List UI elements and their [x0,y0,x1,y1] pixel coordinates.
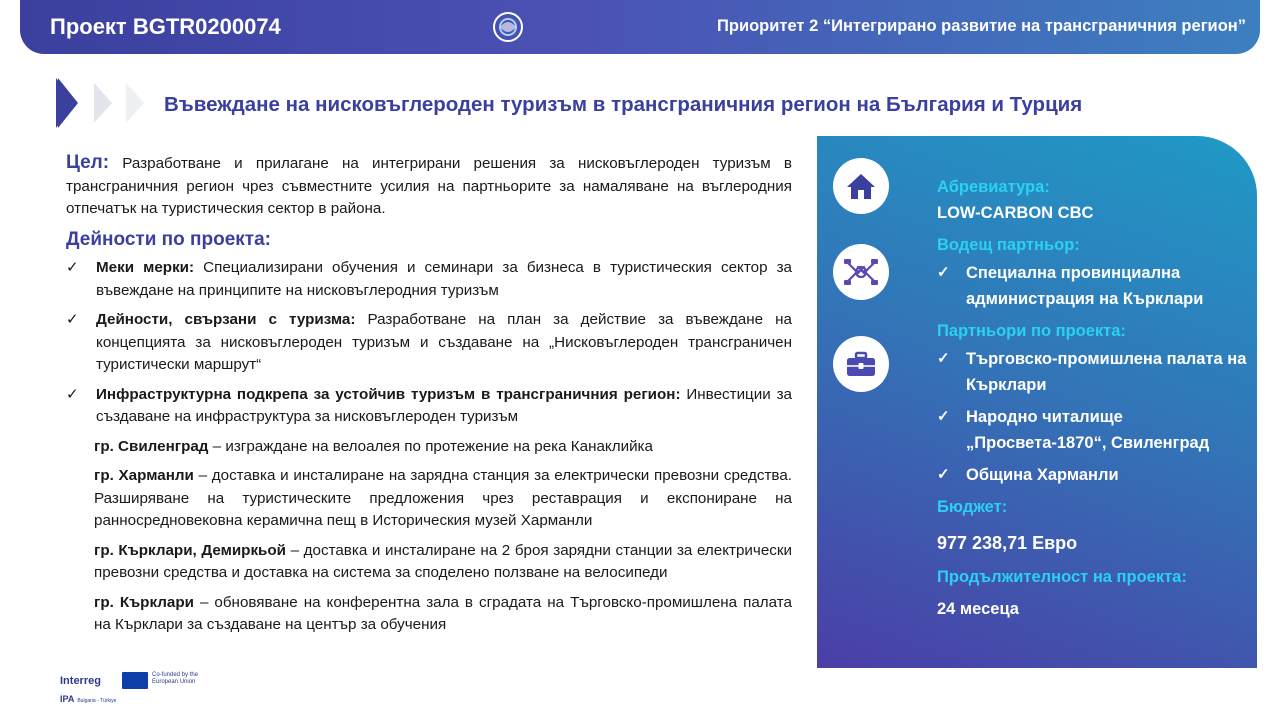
budget-value: 977 238,71 Евро [937,533,1078,553]
list-item [66,384,792,429]
project-code: Проект BGTR0200074 [50,14,281,39]
list-item [94,465,792,533]
priority-text: Приоритет 2 “Интегрирано развитие на трансграничния регион” [717,17,1246,35]
checkmark-icon: ✓ [66,311,79,328]
checkmark-icon: ✓ [66,385,79,403]
goal-text: Разработване и прилагане на интегрирани решения за нисковъглероден туризъм в трансграничния регион чрез съвместните усилия на партньорите за намаляване на въглеродния отпечатък на туристическия сектор в района. [66,155,792,217]
checkmark-icon: ✓ [937,350,950,367]
home-circle [833,158,889,214]
partners-label: Партньори по проекта: [937,322,1126,340]
list-item [66,309,792,377]
partner-name: Търговско-промишлена палата на Кърклари [966,350,1247,394]
ipa-logo [60,694,116,704]
header-bar [20,0,1260,54]
activity-text: Разработване на план за действие за въвеждане на концепцията за нисковъглероден туризъм и създаване на „Нисковъглероден трансграничен туристически маршрут“ [96,311,792,373]
list-item [937,346,1249,398]
eu-flag-icon [122,672,148,689]
list-item [66,257,792,302]
page-title: Въвеждане на нисковъглероден туризъм в трансграничния регион на България и Турция [164,93,1083,116]
activity-title: Дейности, свързани с туризма: [96,311,356,328]
interreg-logo: Interreg [60,675,101,687]
location-name: гр. Свиленград [94,437,209,455]
location-name: гр. Харманли [94,467,194,484]
globe-emblem-icon [490,9,526,45]
ipa-text: IPA [60,694,75,704]
left-column [66,152,792,644]
lead-partner-value: Специална провинциална администрация на Кърклари [966,264,1204,308]
project-info-panel [817,136,1257,668]
briefcase-circle [833,336,889,392]
location-name: гр. Кърклари [94,593,194,611]
lead-partner-label: Водещ партньор: [937,236,1080,254]
goal-paragraph [66,152,792,221]
abbreviation-value: LOW-CARBON CBC [937,204,1094,222]
handshake-circle [833,244,889,300]
location-name: гр. Кърклари, Демиркьой [94,541,287,559]
list-item [937,462,1249,488]
activities-list [66,257,792,429]
funding-logos [60,668,220,708]
list-item [937,260,1249,312]
panel-text [937,174,1249,622]
activity-title: Инфраструктурна подкрепа за устойчив туризъм в трансграничния регион: [96,385,681,403]
activity-title: Меки мерки: [96,259,195,276]
list-item [94,592,792,637]
home-icon [846,172,876,200]
eu-cofunded-text: Co-funded by the European Union [152,672,199,685]
checkmark-icon: ✓ [66,259,79,276]
duration-value: 24 месеца [937,600,1019,618]
briefcase-icon [845,350,877,378]
budget-label: Бюджет: [937,498,1008,516]
list-item [94,436,792,459]
handshake-icon [842,253,880,291]
location-text: – изграждане на велоалея по протежение на река Канаклийка [208,437,653,455]
chevron-decoration-icon [56,78,146,128]
partner-name: Народно читалище „Просвета-1870“, Свиленград [966,408,1210,452]
checkmark-icon: ✓ [937,264,950,281]
infrastructure-sublist [94,436,792,637]
partner-name: Община Харманли [966,466,1119,484]
activities-heading: Дейности по проекта: [66,228,272,250]
activity-text: Специализирани обучения и семинари за бизнеса в туристическия сектор за въвеждане на принципите на нисковъглеродния туризъм [96,259,792,299]
location-text: – доставка и инсталиране на зарядна станция за електрически превозни средства. Разширяване на туристическите предложения чрез реставрация и експониране на ранносредновековна керамична пещ в Историческия музей Харманли [94,467,792,529]
abbreviation-label: Абревиатура: [937,178,1050,196]
activity-text: Инвестиции за създаване на инфраструктура за нисковъглероден туризъм [96,385,792,425]
duration-label: Продължителност на проекта: [937,568,1187,586]
location-text: – доставка и инсталиране на 2 броя зарядни станции за електрически превозни средства и доставка на система за споделено ползване на велосипеди [94,541,792,581]
goal-label: Цел: [66,152,110,173]
ipa-region: Bulgaria - Türkiye [77,698,117,704]
checkmark-icon: ✓ [937,408,950,425]
checkmark-icon: ✓ [937,466,950,483]
location-text: – обновяване на конферентна зала в сградата на Търговско-промишлена палата на Кърклари за създаване на център за обучения [94,593,793,633]
list-item [94,540,792,585]
list-item [937,404,1249,456]
